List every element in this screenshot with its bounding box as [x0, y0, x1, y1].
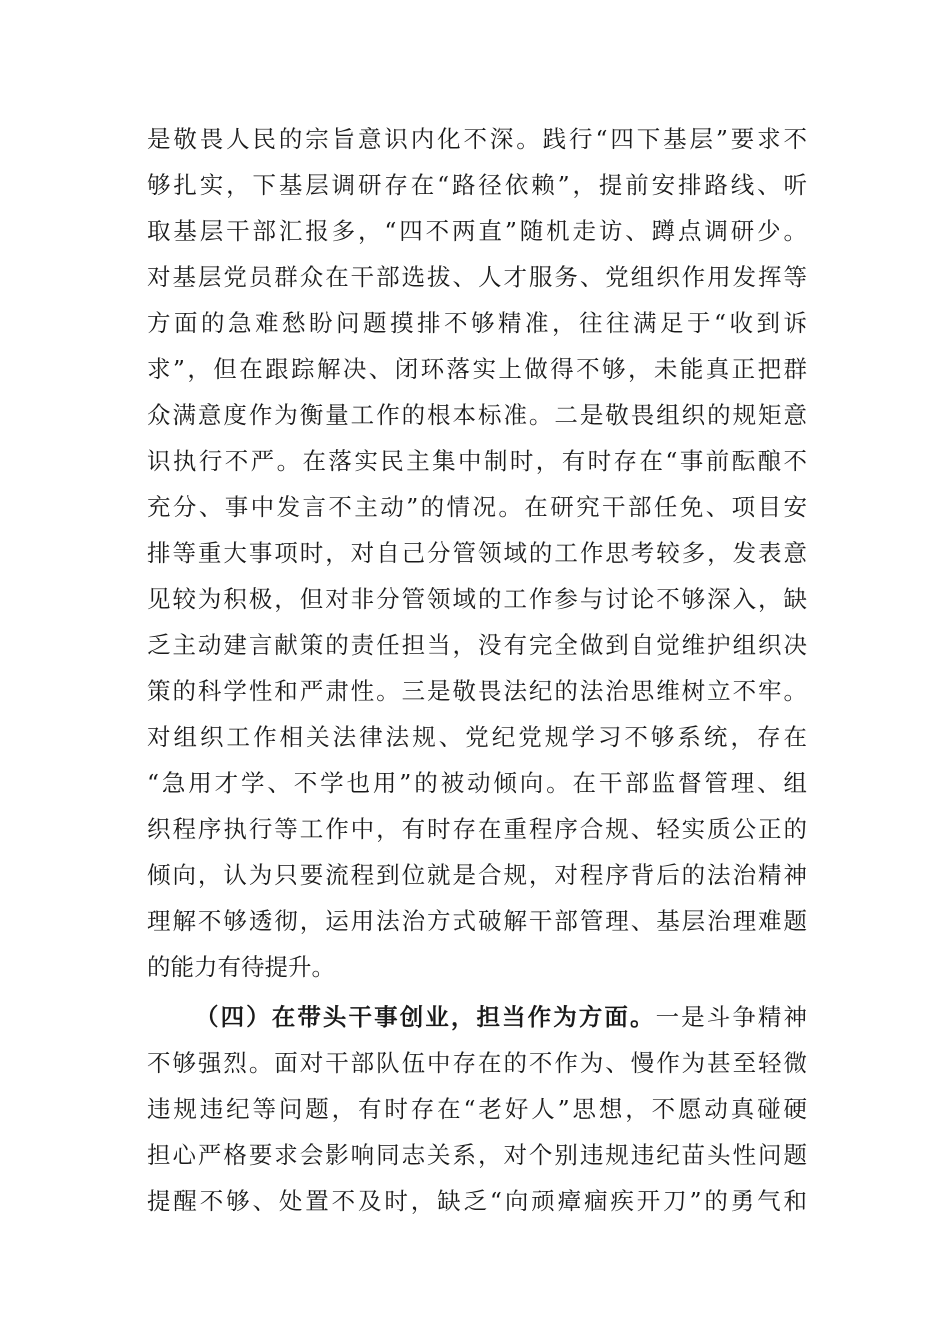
- text-line: 理解不够透彻，运用法治方式破解干部管理、基层治理难题: [147, 907, 807, 935]
- section-heading-line: [195, 997, 807, 1037]
- text-line: 的能力有待提升。: [147, 953, 335, 981]
- text-line: 够扎实，下基层调研存在“路径依赖”，提前安排路线、听: [147, 171, 807, 199]
- text-line: 乏主动建言献策的责任担当，没有完全做到自觉维护组织决: [147, 631, 807, 659]
- text-line: 众满意度作为衡量工作的根本标准。二是敬畏组织的规矩意: [147, 401, 807, 429]
- text-line: 策的科学性和严肃性。三是敬畏法纪的法治思维树立不牢。: [147, 677, 807, 705]
- text-line: “急用才学、不学也用”的被动倾向。在干部监督管理、组: [147, 769, 807, 797]
- text-line: 方面的急难愁盼问题摸排不够精准，往往满足于“收到诉: [147, 309, 807, 337]
- text-line: 排等重大事项时，对自己分管领域的工作思考较多，发表意: [147, 539, 807, 567]
- text-line: 识执行不严。在落实民主集中制时，有时存在“事前酝酿不: [147, 447, 807, 475]
- text-line: 求”，但在跟踪解决、闭环落实上做得不够，未能真正把群: [147, 355, 807, 383]
- text-line: 织程序执行等工作中，有时存在重程序合规、轻实质公正的: [147, 815, 807, 843]
- text-line: 取基层干部汇报多，“四不两直”随机走访、蹲点调研少。: [147, 217, 807, 245]
- text-line: 担心严格要求会影响同志关系，对个别违规违纪苗头性问题: [147, 1141, 807, 1169]
- section-heading: （四）在带头干事创业，担当作为方面。: [195, 1003, 656, 1031]
- text-line: 倾向，认为只要流程到位就是合规，对程序背后的法治精神: [147, 861, 807, 889]
- text-line: 对基层党员群众在干部选拔、人才服务、党组织作用发挥等: [147, 263, 807, 291]
- text-line: 是敬畏人民的宗旨意识内化不深。践行“四下基层”要求不: [147, 125, 807, 153]
- text-line: 不够强烈。面对干部队伍中存在的不作为、慢作为甚至轻微: [147, 1049, 807, 1077]
- heading-line-rest: 一是斗争精神: [655, 1003, 808, 1031]
- text-line: 见较为积极，但对非分管领域的工作参与讨论不够深入，缺: [147, 585, 807, 613]
- text-line: 对组织工作相关法律法规、党纪党规学习不够系统，存在: [147, 723, 807, 751]
- text-line: 提醒不够、处置不及时，缺乏“向顽瘴痼疾开刀”的勇气和: [147, 1187, 807, 1215]
- text-line: 充分、事中发言不主动”的情况。在研究干部任免、项目安: [147, 493, 807, 521]
- text-line: 违规违纪等问题，有时存在“老好人”思想，不愿动真碰硬: [147, 1095, 807, 1123]
